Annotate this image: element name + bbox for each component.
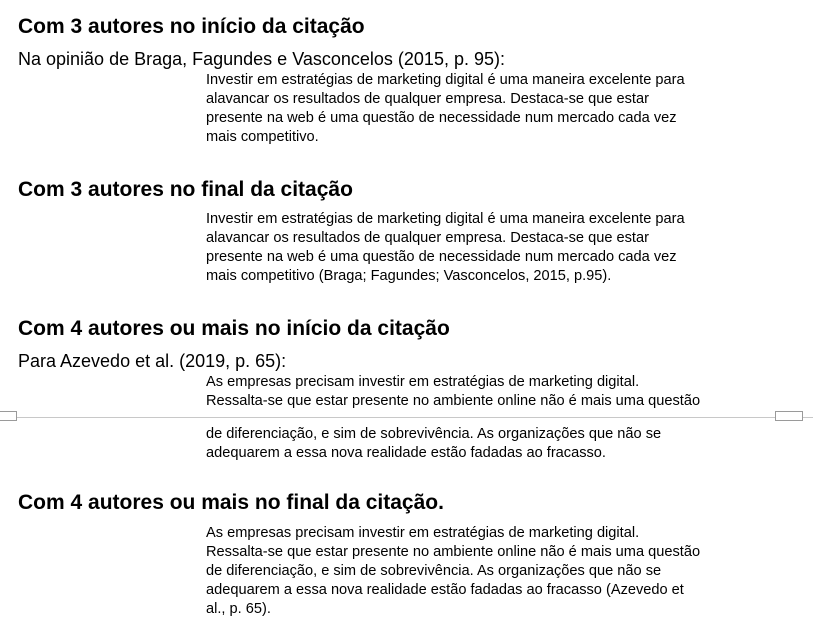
quote-line: adequarem a essa nova realidade estão fadadas ao fracasso (Azevedo et bbox=[206, 582, 684, 598]
block-quote bbox=[206, 373, 700, 411]
quote-line: adequarem a essa nova realidade estão fadadas ao fracasso. bbox=[206, 445, 606, 461]
block-quote bbox=[206, 210, 685, 286]
quote-line: As empresas precisam investir em estratégias de marketing digital. bbox=[206, 374, 640, 390]
block-quote bbox=[206, 524, 700, 619]
section-heading: Com 3 autores no início da citação bbox=[18, 15, 365, 38]
page-break-line bbox=[0, 417, 813, 418]
quote-line: alavancar os resultados de qualquer empresa. Destaca-se que estar bbox=[206, 91, 649, 107]
page-break-marker-left bbox=[0, 411, 17, 421]
quote-line: Investir em estratégias de marketing digital é uma maneira excelente para bbox=[206, 211, 685, 227]
citation-intro: Para Azevedo et al. (2019, p. 65): bbox=[18, 351, 287, 371]
quote-line: mais competitivo. bbox=[206, 129, 319, 145]
quote-line: As empresas precisam investir em estratégias de marketing digital. bbox=[206, 525, 640, 541]
quote-line: alavancar os resultados de qualquer empresa. Destaca-se que estar bbox=[206, 230, 649, 246]
section-heading: Com 4 autores ou mais no início da citação bbox=[18, 317, 450, 340]
quote-line: mais competitivo (Braga; Fagundes; Vasconcelos, 2015, p.95). bbox=[206, 268, 612, 284]
quote-line: Investir em estratégias de marketing digital é uma maneira excelente para bbox=[206, 72, 685, 88]
quote-line: Ressalta-se que estar presente no ambiente online não é mais uma questão bbox=[206, 393, 701, 409]
section-heading: Com 3 autores no final da citação bbox=[18, 178, 353, 201]
quote-line: Ressalta-se que estar presente no ambiente online não é mais uma questão bbox=[206, 544, 701, 560]
citation-intro: Na opinião de Braga, Fagundes e Vasconcelos (2015, p. 95): bbox=[18, 49, 505, 69]
quote-line: al., p. 65). bbox=[206, 601, 271, 617]
section-heading: Com 4 autores ou mais no final da citação. bbox=[18, 491, 444, 514]
block-quote-continued bbox=[206, 425, 661, 463]
page-break-marker-right bbox=[775, 411, 803, 421]
block-quote bbox=[206, 71, 685, 147]
quote-line: de diferenciação, e sim de sobrevivência. As organizações que não se bbox=[206, 563, 662, 579]
quote-line: presente na web é uma questão de necessidade num mercado cada vez bbox=[206, 110, 677, 126]
quote-line: de diferenciação, e sim de sobrevivência. As organizações que não se bbox=[206, 426, 662, 442]
quote-line: presente na web é uma questão de necessidade num mercado cada vez bbox=[206, 249, 677, 265]
